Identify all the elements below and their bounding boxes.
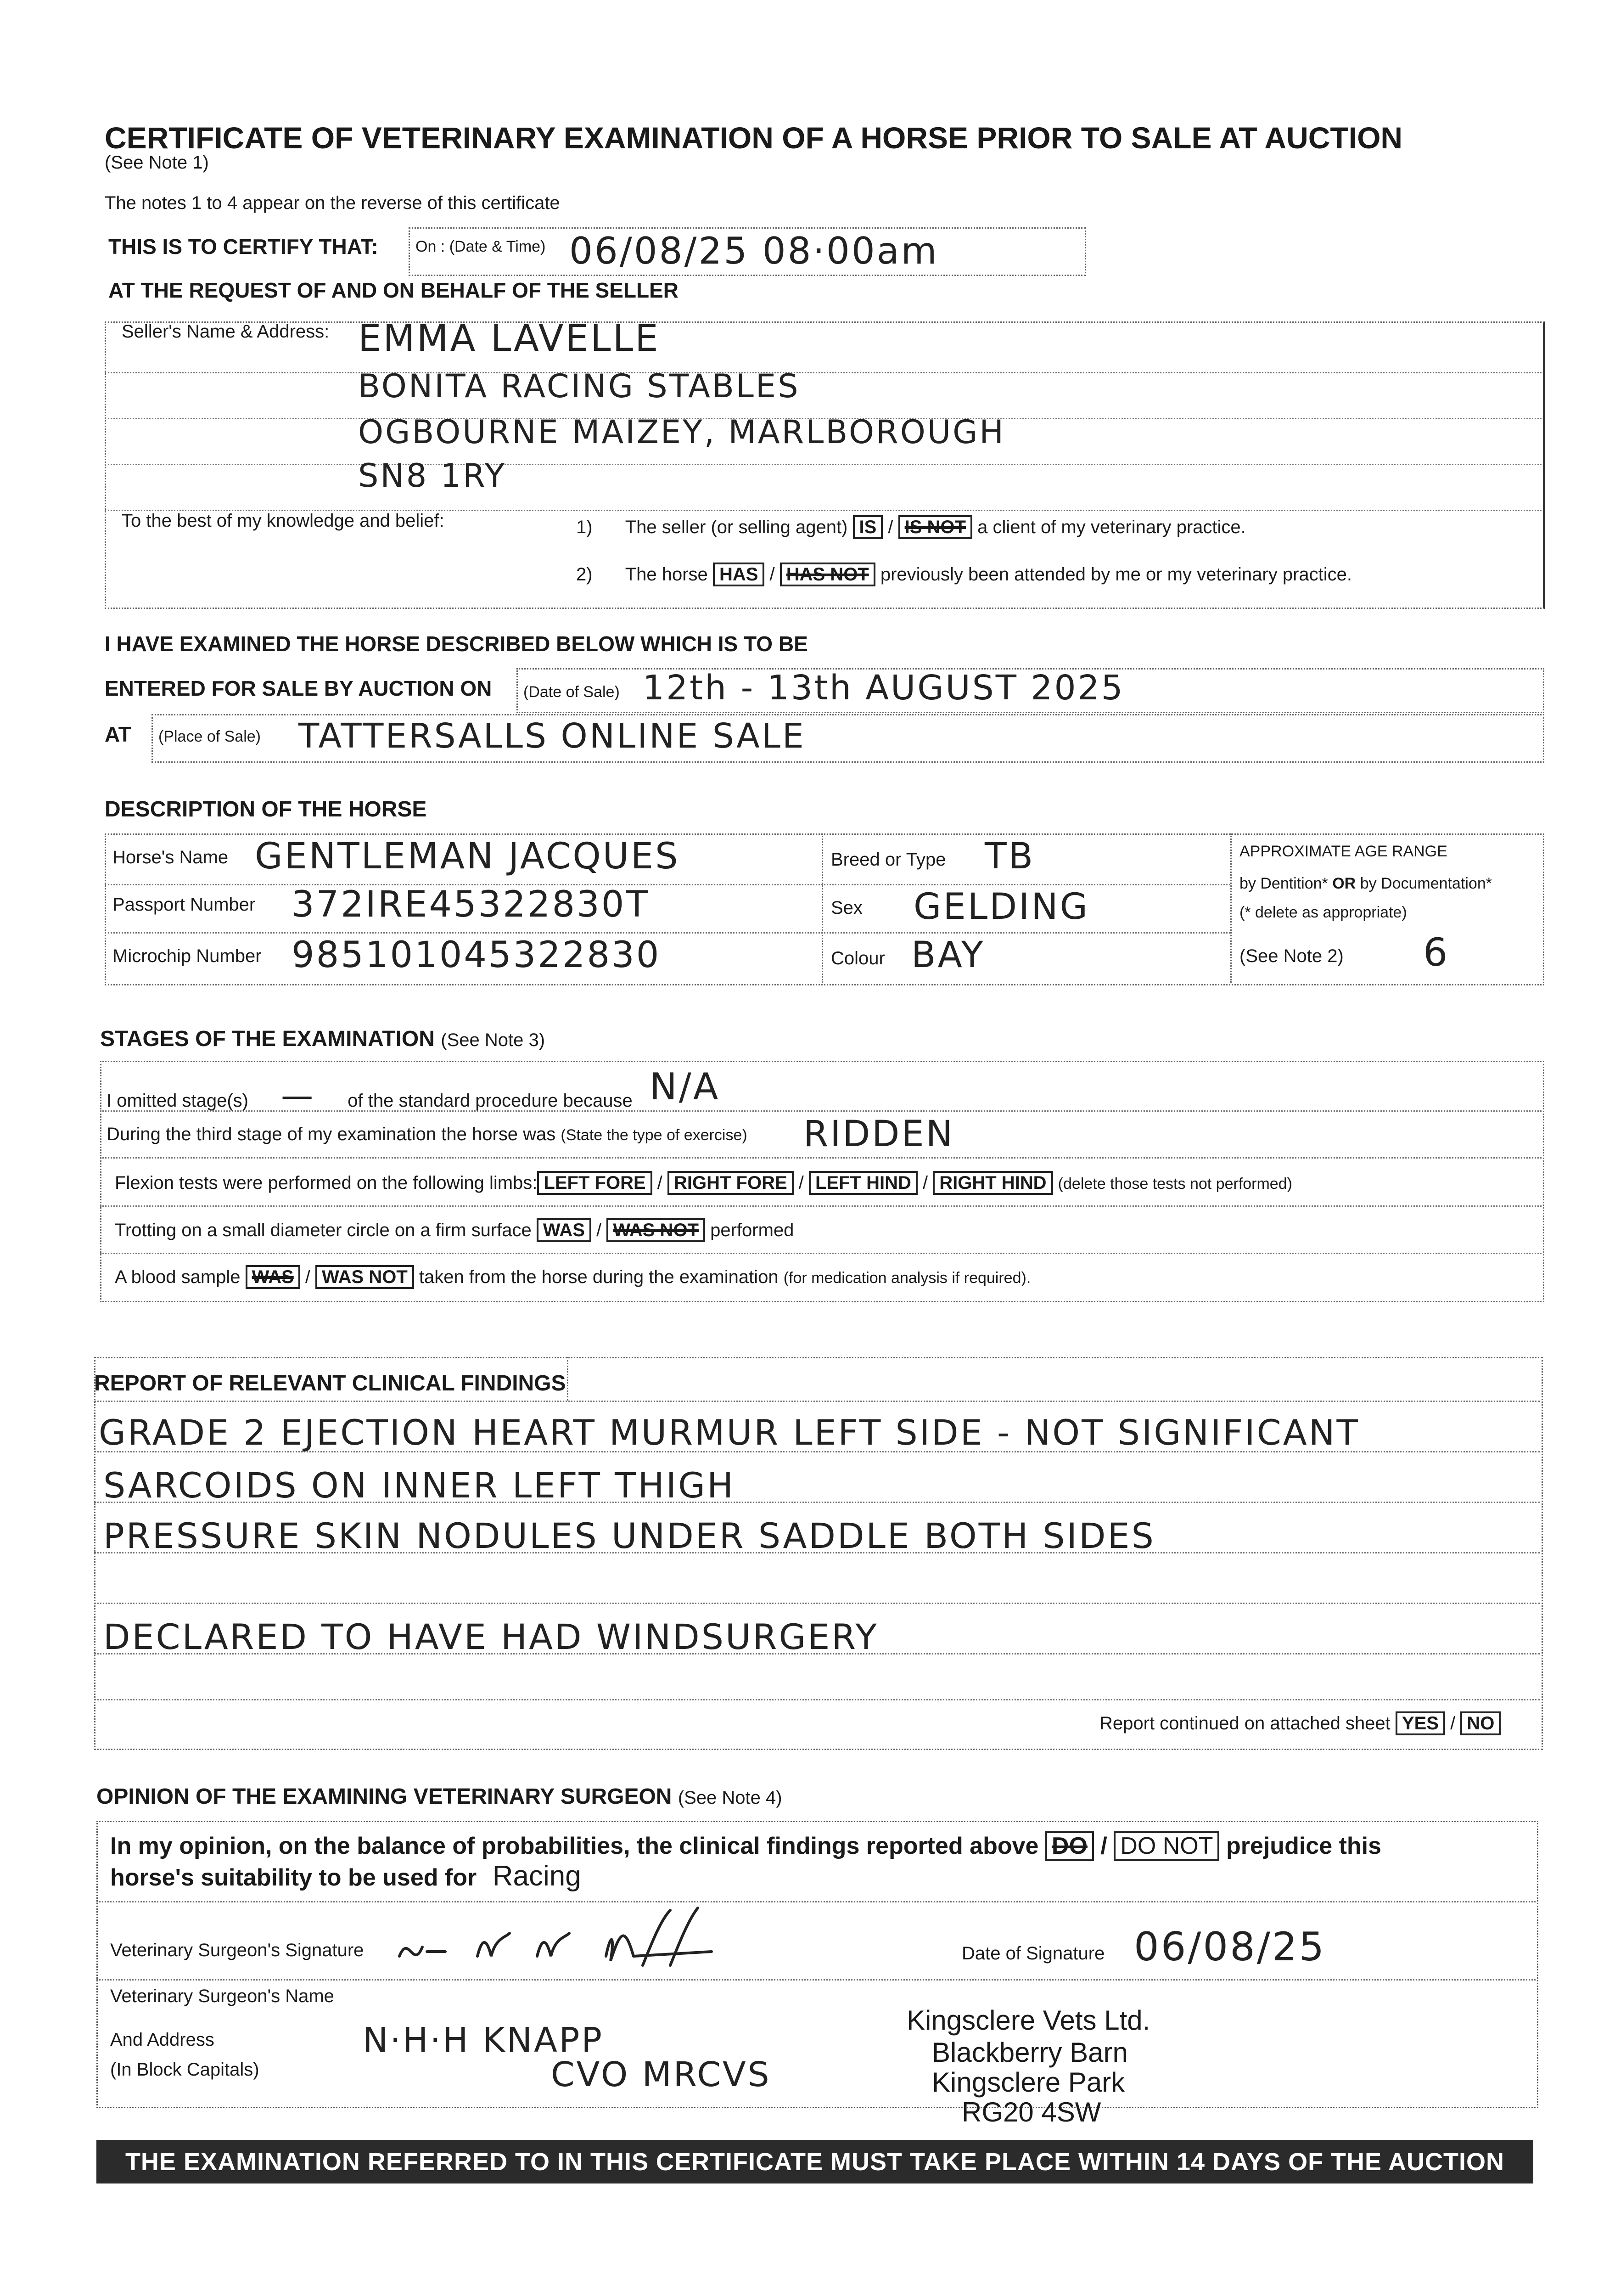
opinion-title-text: OPINION OF THE EXAMINING VETERINARY SURGEON	[96, 1784, 672, 1809]
omitted-row	[107, 1077, 633, 1114]
third-stage-hint: (State the type of exercise)	[561, 1126, 747, 1144]
continued-no-option[interactable]: NO	[1460, 1711, 1501, 1735]
certificate-title: CERTIFICATE OF VETERINARY EXAMINATION OF A HORSE PRIOR TO SALE AT AUCTION	[105, 121, 1403, 155]
report-line-3[interactable]: PRESSURE SKIN NODULES UNDER SADDLE BOTH SIDES	[103, 1515, 1155, 1556]
flexion-note: (delete those tests not performed)	[1058, 1175, 1292, 1193]
request-label: AT THE REQUEST OF AND ON BEHALF OF THE SELLER	[108, 278, 679, 302]
date-of-signature-label: Date of Signature	[962, 1943, 1105, 1964]
blood-note: (for medication analysis if required).	[783, 1269, 1031, 1287]
opinion-do-option[interactable]: DO	[1045, 1831, 1094, 1861]
omitted-because-label: of the standard procedure because	[348, 1091, 633, 1111]
suitability-label: horse's suitability to be used for	[110, 1864, 477, 1891]
footer-banner-text: THE EXAMINATION REFERRED TO IN THIS CERTIFICATE MUST TAKE PLACE WITHIN 14 DAYS OF THE AUCTION	[125, 2148, 1505, 2176]
vet-signature	[395, 1906, 762, 1975]
blood-was-not-option[interactable]: WAS NOT	[315, 1265, 414, 1289]
address-label: And Address	[110, 2030, 214, 2050]
sex-value[interactable]: GELDING	[914, 886, 1090, 928]
certify-label: THIS IS TO CERTIFY THAT:	[108, 235, 378, 259]
see-note-1: (See Note 1)	[105, 152, 209, 173]
sex-label: Sex	[831, 898, 863, 918]
sale-date-label: (Date of Sale)	[523, 683, 620, 701]
passport-label: Passport Number	[112, 895, 256, 915]
report-continued-row: Report continued on attached sheet YES / NO	[1099, 1711, 1501, 1735]
seller-label: Seller's Name & Address:	[122, 321, 330, 342]
passport-value[interactable]: 372IRE45322830T	[292, 884, 650, 925]
age-or: OR	[1332, 875, 1356, 892]
report-line-2[interactable]: SARCOIDS ON INNER LEFT THIGH	[103, 1465, 735, 1506]
third-stage-value[interactable]: RIDDEN	[803, 1114, 954, 1155]
colour-value[interactable]: BAY	[911, 934, 985, 976]
sale-line-1: I HAVE EXAMINED THE HORSE DESCRIBED BELOW WHICH IS TO BE	[105, 632, 808, 656]
statement-1-post: a client of my veterinary practice.	[977, 517, 1246, 537]
omitted-value[interactable]: —	[281, 1077, 315, 1114]
horse-name-label: Horse's Name	[112, 847, 229, 867]
vet-qualifications-value[interactable]: CVO MRCVS	[551, 2055, 771, 2094]
practice-line-1: Kingsclere Vets Ltd.	[907, 2005, 1150, 2036]
opinion-text-post: prejudice this	[1226, 1833, 1382, 1859]
flex-left-fore-option[interactable]: LEFT FORE	[537, 1171, 652, 1195]
notes-line: The notes 1 to 4 appear on the reverse of this certificate	[105, 193, 560, 213]
omitted-reason-value[interactable]: N/A	[650, 1065, 720, 1108]
statement-1: 1) The seller (or selling agent) IS / IS NOT a client of my veterinary practice.	[576, 515, 1246, 539]
breed-value[interactable]: TB	[985, 836, 1035, 877]
age-by-documentation[interactable]: by Documentation*	[1360, 875, 1492, 892]
age-title: APPROXIMATE AGE RANGE	[1239, 843, 1447, 860]
seller-line-3[interactable]: OGBOURNE MAIZEY, MARLBOROUGH	[358, 413, 1005, 451]
flex-right-fore-option[interactable]: RIGHT FORE	[667, 1171, 794, 1195]
trot-post: performed	[710, 1220, 794, 1240]
third-stage-row	[107, 1124, 747, 1145]
statement-1-number: 1)	[576, 517, 593, 537]
third-stage-label: During the third stage of my examination the horse was	[107, 1124, 556, 1144]
trot-was-option[interactable]: WAS	[537, 1218, 591, 1242]
opinion-title-note: (See Note 4)	[678, 1788, 782, 1808]
blood-label: A blood sample	[115, 1267, 241, 1287]
date-of-signature-value[interactable]: 06/08/25	[1134, 1924, 1326, 1970]
sale-date-value[interactable]: 12th - 13th AUGUST 2025	[643, 668, 1125, 708]
age-delete-note: (* delete as appropriate)	[1239, 904, 1407, 921]
practice-line-2: Blackberry Barn	[932, 2037, 1128, 2068]
trot-was-not-option[interactable]: WAS NOT	[606, 1218, 705, 1242]
blood-was-option[interactable]: WAS	[246, 1265, 300, 1289]
breed-label: Breed or Type	[831, 850, 946, 870]
microchip-value[interactable]: 985101045322830	[292, 934, 661, 976]
statement-1-pre: The seller (or selling agent)	[625, 517, 848, 537]
statement-2-post: previously been attended by me or my veterinary practice.	[880, 564, 1352, 585]
flexion-label: Flexion tests were performed on the following limbs:	[115, 1173, 538, 1193]
at-label: AT	[105, 722, 131, 746]
description-title: DESCRIPTION OF THE HORSE	[105, 797, 427, 822]
report-continued-label: Report continued on attached sheet	[1099, 1713, 1391, 1733]
practice-line-4: RG20 4SW	[962, 2097, 1101, 2127]
age-by-dentition[interactable]: by Dentition*	[1239, 875, 1328, 892]
opinion-do-not-option[interactable]: DO NOT	[1114, 1831, 1219, 1861]
vet-name-label: Veterinary Surgeon's Name	[110, 1986, 334, 2006]
trot-label: Trotting on a small diameter circle on a firm surface	[115, 1220, 532, 1240]
belief-label: To the best of my knowledge and belief:	[122, 511, 444, 531]
sale-line-2: ENTERED FOR SALE BY AUCTION ON	[105, 676, 492, 700]
suitability-value[interactable]: Racing	[492, 1860, 581, 1892]
horse-name-value[interactable]: GENTLEMAN JACQUES	[255, 836, 680, 877]
stages-title	[100, 1026, 545, 1052]
statement-2: 2) The horse HAS / HAS NOT previously been attended by me or my veterinary practice.	[576, 563, 1352, 586]
signature-label: Veterinary Surgeon's Signature	[110, 1940, 364, 1960]
opinion-title	[96, 1784, 782, 1809]
practice-line-3: Kingsclere Park	[932, 2067, 1125, 2098]
block-capitals-label: (In Block Capitals)	[110, 2060, 259, 2080]
attended-has-option[interactable]: HAS	[713, 563, 764, 586]
age-method	[1239, 875, 1492, 893]
opinion-text-row: In my opinion, on the balance of probabilities, the clinical findings reported above DO / DO NOT prejudice this	[110, 1831, 1381, 1861]
report-line-5[interactable]: DECLARED TO HAVE HAD WINDSURGERY	[103, 1616, 879, 1657]
place-label: (Place of Sale)	[158, 728, 261, 745]
seller-line-4[interactable]: SN8 1RY	[358, 457, 507, 495]
report-title: REPORT OF RELEVANT CLINICAL FINDINGS	[94, 1371, 566, 1396]
attended-has-not-option[interactable]: HAS NOT	[780, 563, 875, 586]
sale-place-value[interactable]: TATTERSALLS ONLINE SALE	[298, 716, 806, 756]
seller-line-1[interactable]: EMMA LAVELLE	[358, 317, 660, 360]
vet-name-value[interactable]: N·H·H KNAPP	[363, 2020, 604, 2060]
blood-post: taken from the horse during the examination	[419, 1267, 779, 1287]
flex-right-hind-option[interactable]: RIGHT HIND	[933, 1171, 1053, 1195]
client-is-not-option[interactable]: IS NOT	[898, 515, 972, 539]
age-see-note: (See Note 2)	[1239, 946, 1344, 966]
blood-row: A blood sample WAS / WAS NOT taken from the horse during the examination (for medication analysis if required).	[115, 1265, 1031, 1289]
flex-left-hind-option[interactable]: LEFT HIND	[809, 1171, 918, 1195]
continued-yes-option[interactable]: YES	[1396, 1711, 1445, 1735]
exam-datetime-value[interactable]: 06/08/25 08·00am	[569, 230, 939, 272]
omitted-label: I omitted stage(s)	[107, 1091, 249, 1111]
footer-banner	[96, 2140, 1533, 2183]
on-date-label: On : (Date & Time)	[415, 238, 546, 255]
statement-2-number: 2)	[576, 564, 593, 585]
report-line-1[interactable]: GRADE 2 EJECTION HEART MURMUR LEFT SIDE - NOT SIGNIFICANT	[99, 1412, 1360, 1453]
stages-title-note: (See Note 3)	[441, 1030, 545, 1050]
colour-label: Colour	[831, 948, 885, 968]
statement-2-pre: The horse	[625, 564, 708, 585]
opinion-text-pre: In my opinion, on the balance of probabilities, the clinical findings reported above	[110, 1833, 1039, 1859]
opinion-line-2	[110, 1860, 581, 1892]
age-value[interactable]: 6	[1423, 930, 1450, 975]
flexion-row: Flexion tests were performed on the following limbs: LEFT FORE / RIGHT FORE / LEFT HIND / RIGHT HIND (delete those tests not performed)	[115, 1171, 1292, 1195]
microchip-label: Microchip Number	[112, 946, 262, 966]
trot-row: Trotting on a small diameter circle on a firm surface WAS / WAS NOT performed	[115, 1218, 794, 1242]
seller-line-2[interactable]: BONITA RACING STABLES	[358, 367, 800, 405]
client-is-option[interactable]: IS	[853, 515, 883, 539]
stages-title-text: STAGES OF THE EXAMINATION	[100, 1027, 435, 1051]
